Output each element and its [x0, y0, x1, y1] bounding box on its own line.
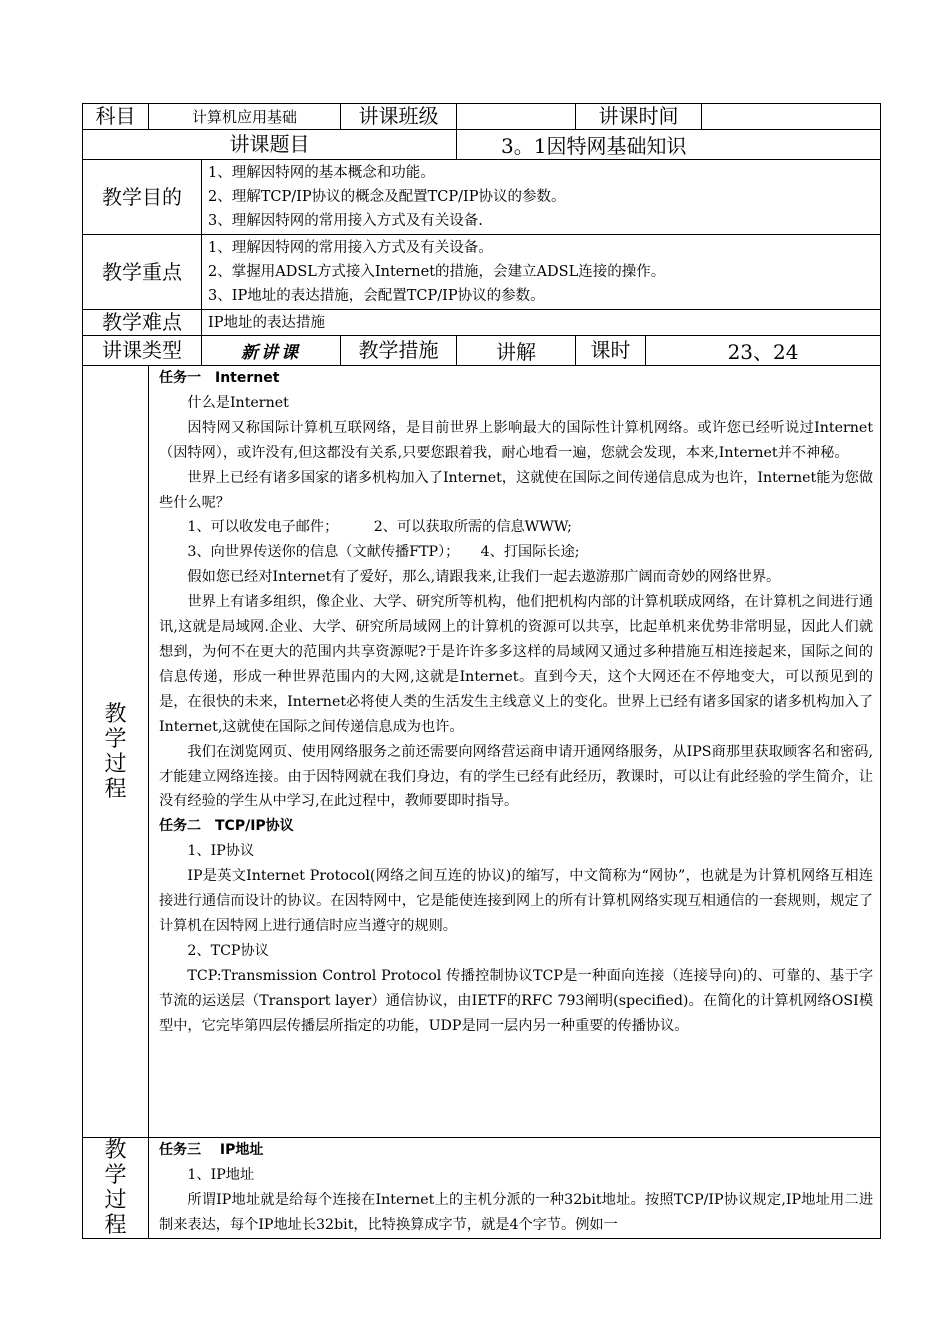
- class-value: [457, 104, 576, 130]
- difficulty-row: [83, 310, 881, 336]
- topic-label: 讲课题目: [83, 130, 457, 160]
- paragraph: 1、可以收发电子邮件； 2、可以获取所需的信息WWW;: [187, 519, 572, 536]
- process-label: 教 学 过 程: [83, 1138, 149, 1239]
- process-label: 教 学 过 程: [83, 366, 149, 1138]
- paragraph: 什么是Internet: [187, 394, 289, 411]
- key-points-row: [83, 235, 881, 310]
- paragraph: 所谓IP地址就是给每个连接在Internet上的主机分派的一种32bit地址。按照TCP/IP协议规定,IP地址用二进制来表达，每个IP地址长32bit，比特换算成字节，就是4个字节。例如一: [159, 1191, 874, 1233]
- objective-item: 2、理解TCP/IP协议的概念及配置TCP/IP协议的参数。: [208, 189, 566, 205]
- difficulty-label: 教学难点: [83, 310, 202, 336]
- paragraph: TCP:Transmission Control Protocol 传播控制协议TCP是一种面向连接（连接导向)的、可靠的、基于字节流的运送层（Transport layer）通信协议，由IETF的RFC 793阐明(specified)。在简化的计算机网络OSI模型中，它完毕第四层传播层所指定的功能，UDP是同一层内另一种重要的传播协议。: [159, 967, 874, 1034]
- paragraph: 2、TCP协议: [187, 942, 269, 959]
- process-row: [83, 366, 881, 1138]
- process-content: [149, 1138, 881, 1239]
- paragraph: 因特网又称国际计算机互联网络，是目前世界上影响最大的国际性计算机网络。或许您已经听说过Internet（因特网），或许没有,但这都没有关系,只要您跟着我，耐心地看一遍，您就会发现，本来,Internet并不神秘。: [159, 419, 874, 461]
- hours-value: 23、24: [646, 336, 881, 366]
- header-row: [83, 104, 881, 130]
- paragraph: IP是英文Internet Protocol(网络之间互连的协议)的缩写，中文简称为“网协”，也就是为计算机网络互相连接进行通信而设计的协议。在因特网中，它是能使连接到网上的所有计算机网络实现互相通信的一套规则，规定了计算机在因特网上进行通信时应当遵守的规则。: [159, 868, 874, 934]
- objectives-row: [83, 160, 881, 235]
- paragraph: 世界上有诸多组织，像企业、大学、研究所等机构，他们把机构内部的计算机联成网络，在计算机之间进行通讯,这就是局域网.企业、大学、研究所局域网上的计算机的资源可以共享，比起单机来优势非常明显，因此人们就想到，为何不在更大的范围内共享资源呢?于是许许多多这样的局域网又通过多种措施互相连接起来，国际之间的信息传递，形成一种世界范围内的大网,这就是Internet。直到今天，这个大网还在不停地变大，可以预见到的是，在很快的未来，Internet必将使人类的生活发生主线意义上的变化。世界上已经有诸多国家的诸多机构加入了Internet,这就使在国际之间传递信息成为也许。: [159, 594, 874, 735]
- class-label: 讲课班级: [341, 104, 457, 130]
- key-point-item: 3、IP地址的表达措施，会配置TCP/IP协议的参数。: [208, 288, 545, 304]
- key-points-label: 教学重点: [83, 235, 202, 310]
- process-row-continued: [83, 1138, 881, 1239]
- paragraph: 假如您已经对Internet有了爱好，那么,请跟我来,让我们一起去遨游那广阔而奇妙的网络世界。: [187, 569, 781, 586]
- objective-item: 1、理解因特网的基本概念和功能。: [208, 165, 435, 181]
- course-type-value: 新讲课: [202, 336, 341, 366]
- time-value: [702, 104, 881, 130]
- paragraph: 1、IP地址: [187, 1166, 255, 1183]
- paragraph: 1、IP协议: [187, 843, 255, 860]
- paragraph: 我们在浏览网页、使用网络服务之前还需要向网络营运商申请开通网络服务，从IPS商那里获取顾客名和密码,才能建立网络连接。由于因特网就在我们身边，有的学生已经有此经历，教课时，可以让有此经验的学生简介，让没有经验的学生从中学习,在此过程中，教师要即时指导。: [159, 743, 874, 810]
- method-label: 教学措施: [341, 336, 457, 366]
- hours-label: 课时: [576, 336, 646, 366]
- time-label: 讲课时间: [576, 104, 702, 130]
- objectives-list: [202, 160, 881, 235]
- difficulty-value: IP地址的表达措施: [202, 310, 881, 336]
- task-three-title: 任务三 IP地址: [159, 1142, 264, 1158]
- task-one-title: 任务一 Internet: [159, 370, 280, 386]
- lesson-plan-table: [82, 103, 881, 1239]
- task-two-title: 任务二 TCP/IP协议: [159, 818, 294, 835]
- paragraph: 3、向世界传送你的信息（文献传播FTP）； 4、打国际长途;: [187, 544, 580, 561]
- topic-row: [83, 130, 881, 160]
- course-type-label: 讲课类型: [83, 336, 202, 366]
- subject-label: 科目: [83, 104, 149, 130]
- topic-value: 3。1因特网基础知识: [457, 130, 881, 160]
- process-content: [149, 366, 881, 1138]
- method-value: 讲解: [457, 336, 576, 366]
- subject-value: 计算机应用基础: [149, 104, 341, 130]
- objectives-label: 教学目的: [83, 160, 202, 235]
- objective-item: 3、理解因特网的常用接入方式及有关设备.: [208, 213, 483, 229]
- key-point-item: 1、理解因特网的常用接入方式及有关设备。: [208, 240, 493, 256]
- key-point-item: 2、掌握用ADSL方式接入Internet的措施，会建立ADSL连接的操作。: [208, 264, 666, 280]
- key-points-list: [202, 235, 881, 310]
- paragraph: 世界上已经有诸多国家的诸多机构加入了Internet，这就使在国际之间传递信息成为也许，Internet能为您做些什么呢？: [159, 469, 874, 511]
- course-info-row: [83, 336, 881, 366]
